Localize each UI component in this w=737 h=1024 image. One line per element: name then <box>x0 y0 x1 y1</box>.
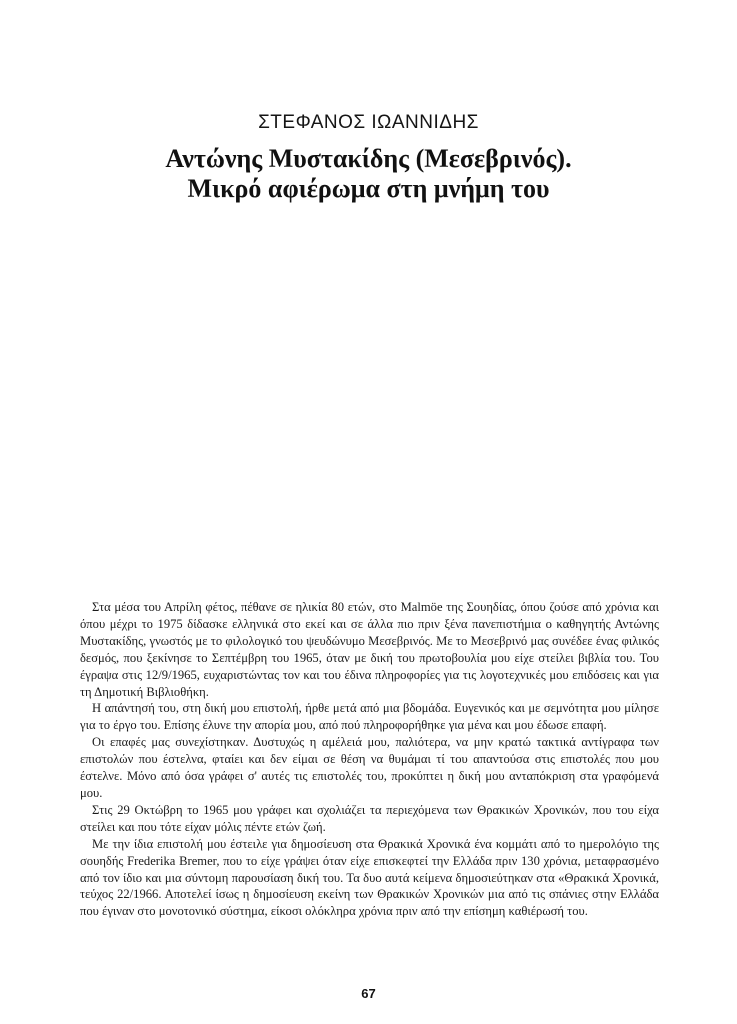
paragraph-2: Η απάντησή του, στη δική μου επιστολή, ήρθε μετά από μια βδομάδα. Ευγενικός και με σεμνότητα μου μίλησε για το έργο του. Επίσης έλυνε την απορία μου, από πού πληροφορήθηκε για μένα και μου έδωσε επαφή. <box>80 701 659 733</box>
author-name: ΣΤΕΦΑΝΟΣ ΙΩΑΝΝΙΔΗΣ <box>258 112 479 133</box>
page-number: 67 <box>361 986 376 1001</box>
article-body <box>80 599 659 920</box>
paragraph-1: Στα μέσα του Απρίλη φέτος, πέθανε σε ηλικία 80 ετών, στο Malmöe της Σουηδίας, όπου ζούσε από χρόνια και όπου μέχρι το 1975 δίδασκε ελληνικά στο εκεί και σε άλλα πιο πριν ξένα πανεπιστήμια ο καθηγητής Αντώνης Μυστακίδης, γνωστός με το φιλολογικό του ψευδώνυμο Μεσεβρινός. Με το Μεσεβρινό μας συνέδεε ένας φιλικός δεσμός, που ξεκίνησε το Σεπτέμβρη του 1965, όταν με δική του πρωτοβουλία μου είχε στείλει βιβλία του. Του έγραψα στις 12/9/1965, ευχαριστώντας τον και του έδινα πληροφορίες για τις λογοτεχνικές μου επιδόσεις και για τη Δημοτική Βιβλιοθήκη. <box>80 600 659 699</box>
title-line-1: Αντώνης Μυστακίδης (Μεσεβρινός). <box>165 144 572 173</box>
article-title <box>0 144 737 204</box>
paragraph-4: Στις 29 Οκτώβρη το 1965 μου γράφει και σχολιάζει τα περιεχόμενα των Θρακικών Χρονικών, που του είχα στείλει και που τότε είχαν μόλις πέντε ετών ζωή. <box>80 802 659 834</box>
title-line-2: Μικρό αφιέρωμα στη μνήμη του <box>187 174 550 203</box>
paragraph-5: Με την ίδια επιστολή μου έστειλε για δημοσίευση στα Θρακικά Χρονικά ένα κομμάτι από το ημερολόγιο της σουηδής Frederika Bremer, που το είχε γράψει όταν είχε επισκεφτεί την Ελλάδα πριν 130 χρόνια, μεταφρασμένο από τον ίδιο και μια σύντομη παρουσίαση δική του. Τα δυο αυτά κείμενα δημοσιεύτηκαν στα «Θρακικά Χρονικά, τεύχος 22/1966. Αποτελεί ίσως η δημοσίευση εκείνη των Θρακικών Χρονικών μια από τις σπάνιες στην Ελλάδα που έγιναν στο μονοτονικό σύστημα, είκοσι ολόκληρα χρόνια πριν από την επίσημη καθιέρωσή του. <box>80 836 659 919</box>
paragraph-3: Οι επαφές μας συνεχίστηκαν. Δυστυχώς η αμέλειά μου, παλιότερα, να μην κρατώ τακτικά αντίγραφα των επιστολών που έστελνα, φταίει και δεν είμαι σε θέση να θυμάμαι τί του απαντούσα στις επιστολές που μου έστελνε. Μόνο από όσα γράφει σ' αυτές τις επιστολές του, προκύπτει η δική μου ανταπόκριση στα γραφόμενά μου. <box>80 735 659 800</box>
